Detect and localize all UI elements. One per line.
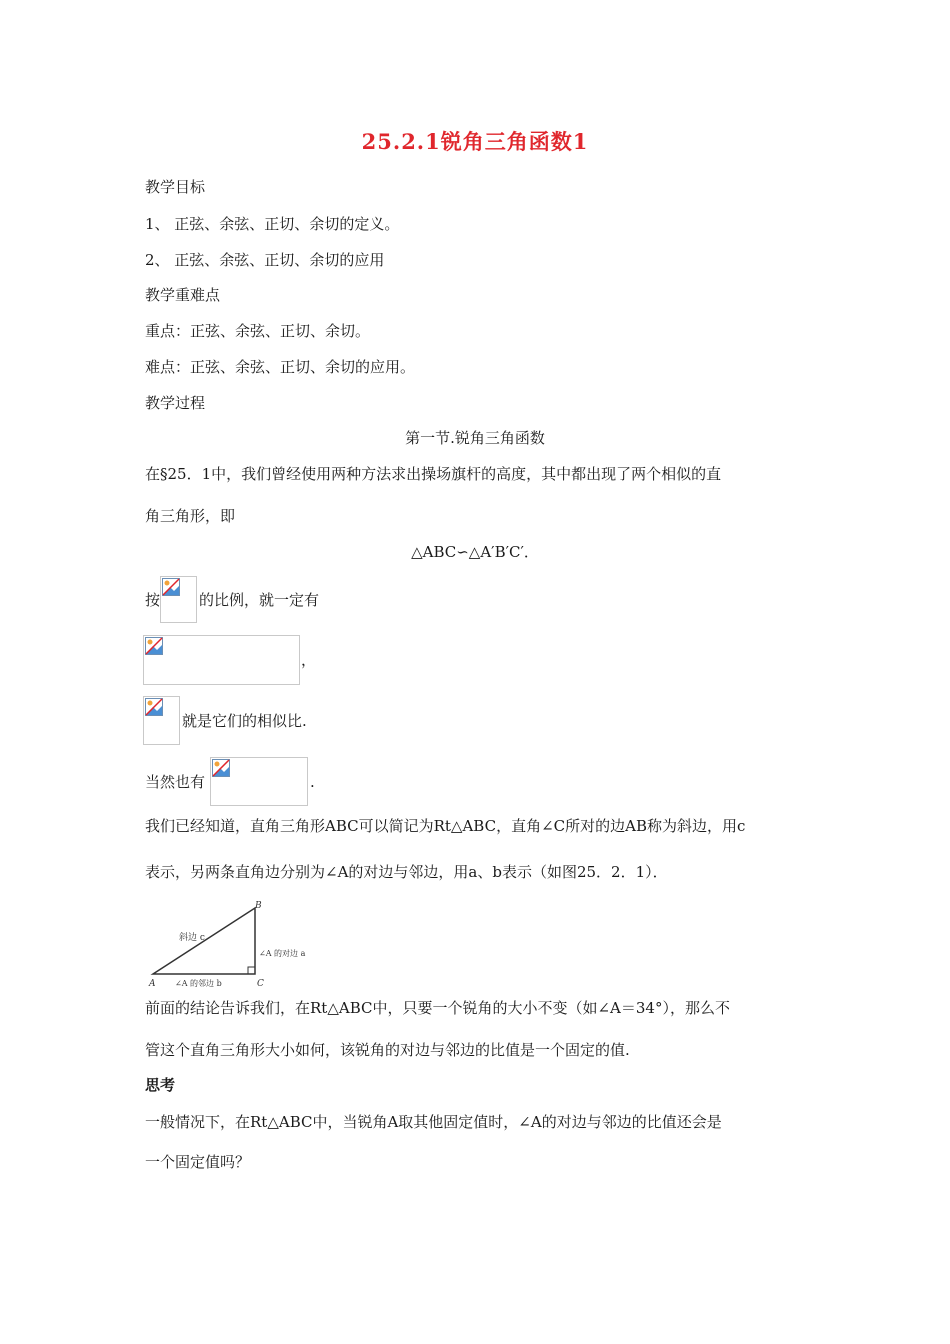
goals-heading: 教学目标 (145, 178, 206, 196)
difficulty: 难点：正弦、余弦、正切、余切的应用。 (145, 358, 416, 376)
section-title: 第一节.锐角三角函数 (405, 429, 545, 447)
image-placeholder-icon (162, 578, 180, 596)
right-angle-mark (248, 967, 255, 974)
opposite-label: ∠A 的对边 a (259, 949, 306, 958)
image-placeholder-icon (145, 637, 163, 655)
ratio-image (143, 696, 180, 745)
also-image (210, 757, 308, 806)
similar-triangles: △ABC∽△A′B′C′． (411, 543, 539, 561)
key-heading: 教学重难点 (145, 286, 221, 304)
para4-line2: 一个固定值吗？ (145, 1153, 251, 1171)
goal-1: 1、 正弦、余弦、正切、余切的定义。 (145, 215, 400, 233)
goal-2: 2、 正弦、余弦、正切、余切的应用 (145, 251, 385, 269)
para1-line2: 角三角形，即 (145, 507, 236, 525)
formula-image (143, 635, 300, 685)
para3-line1: 前面的结论告诉我们，在Rt△ABC中，只要一个锐角的大小不变（如∠A＝34°），那么不 (145, 999, 730, 1017)
para2-line2: 表示，另两条直角边分别为∠A的对边与邻边，用a、b表示（如图25．2．1）． (145, 863, 668, 881)
para3-line2: 管这个直角三角形大小如何，该锐角的对边与邻边的比值是一个固定的值. (145, 1041, 630, 1059)
vertex-c-label: C (257, 979, 264, 989)
broken-image-icon (160, 576, 197, 623)
comma: ， (301, 651, 317, 669)
press-prefix: 按 (145, 591, 161, 609)
process-heading: 教学过程 (145, 394, 206, 412)
key-point: 重点：正弦、余弦、正切、余切。 (145, 322, 371, 340)
vertex-a-label: A (149, 979, 156, 989)
also-suffix: . (310, 773, 315, 791)
ratio-suffix: 就是它们的相似比. (182, 712, 307, 730)
image-placeholder-icon (145, 698, 163, 716)
adjacent-label: ∠A 的邻边 b (175, 979, 222, 988)
also-prefix: 当然也有 (145, 773, 206, 791)
para1-line1: 在§25．1中，我们曾经使用两种方法求出操场旗杆的高度，其中都出现了两个相似的直 (145, 465, 722, 483)
press-suffix: 的比例，就一定有 (199, 591, 320, 609)
right-triangle-figure (145, 898, 325, 990)
para4-line1: 一般情况下，在Rt△ABC中，当锐角A取其他固定值时，∠A的对边与邻边的比值还会是 (145, 1113, 722, 1131)
hypotenuse-label: 斜边 c (179, 933, 205, 943)
page-title: 25.2.1锐角三角函数1 (361, 129, 589, 154)
image-placeholder-icon (212, 759, 230, 777)
vertex-b-label: B (255, 901, 262, 911)
para2-line1: 我们已经知道，直角三角形ABC可以简记为Rt△ABC，直角∠C所对的边AB称为斜边，用c (145, 817, 746, 835)
think-heading: 思考 (145, 1076, 176, 1094)
